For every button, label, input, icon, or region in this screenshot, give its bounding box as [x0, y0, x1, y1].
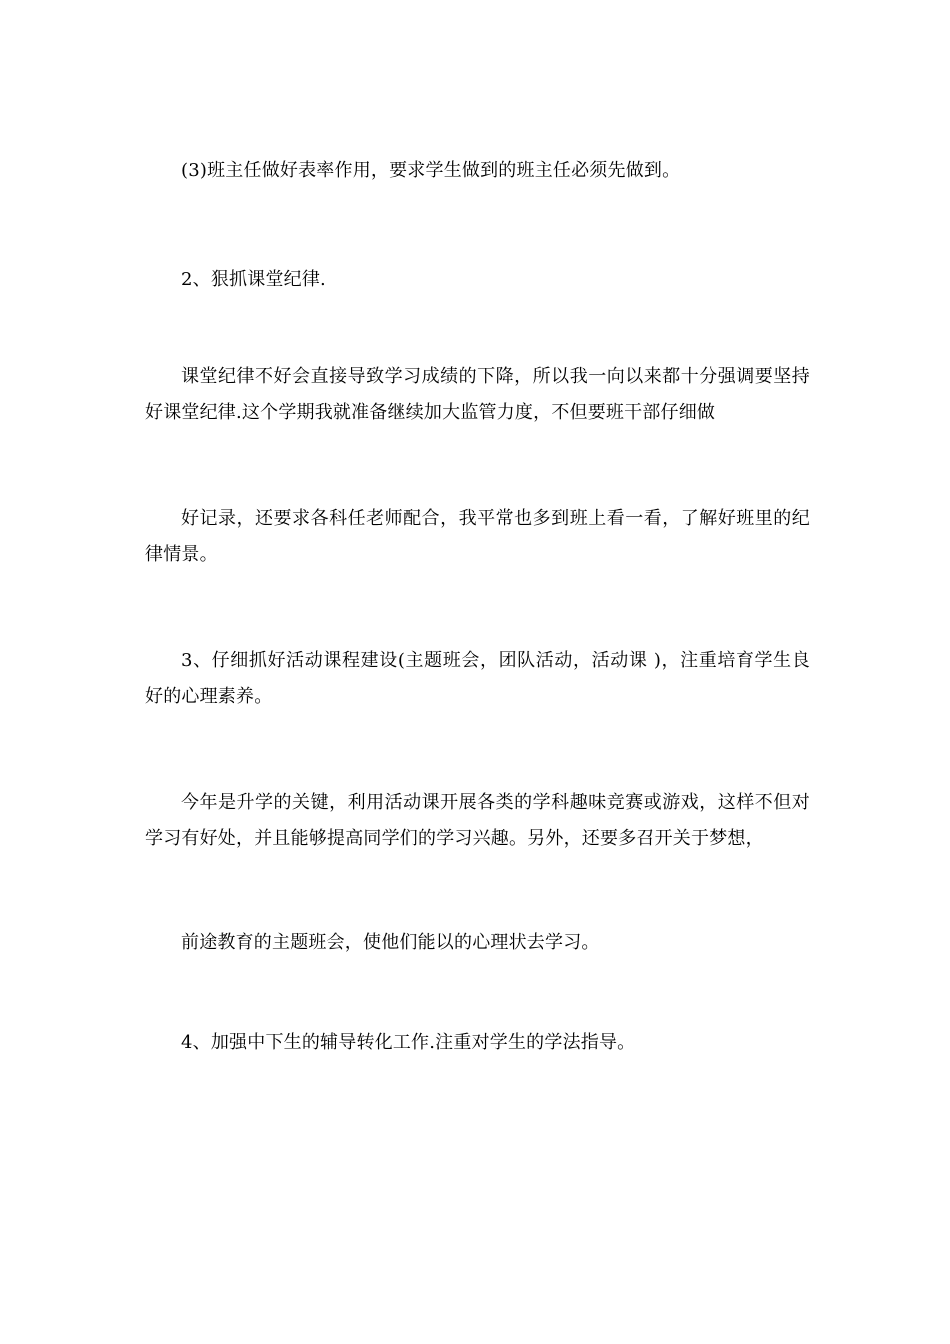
heading-tutoring-work: 4、加强中下生的辅导转化工作.注重对学生的学法指导。 [181, 1032, 636, 1053]
paragraph-teacher-example: (3)班主任做好表率作用，要求学生做到的班主任必须先做到。 [181, 160, 681, 181]
heading-activity-courses: 3、仔细抓好活动课程建设(主题班会，团队活动，活动课 )，注重培育学生良好的心理素养。 [145, 650, 810, 707]
paragraph-records: 好记录，还要求各科任老师配合，我平常也多到班上看一看，了解好班里的纪律情景。 [145, 508, 810, 565]
paragraph-future-education: 前途教育的主题班会，使他们能以的心理状去学习。 [181, 932, 600, 953]
paragraph-activity-courses: 今年是升学的关键，利用活动课开展各类的学科趣味竞赛或游戏，这样不但对学习有好处，并且能够提高同学们的学习兴趣。另外，还要多召开关于梦想， [145, 792, 810, 849]
paragraph-classroom-discipline: 课堂纪律不好会直接导致学习成绩的下降，所以我一向以来都十分强调要坚持好课堂纪律.这个学期我就准备继续加大监管力度，不但要班干部仔细做 [145, 366, 810, 423]
heading-classroom-discipline: 2、狠抓课堂纪律. [181, 269, 326, 290]
